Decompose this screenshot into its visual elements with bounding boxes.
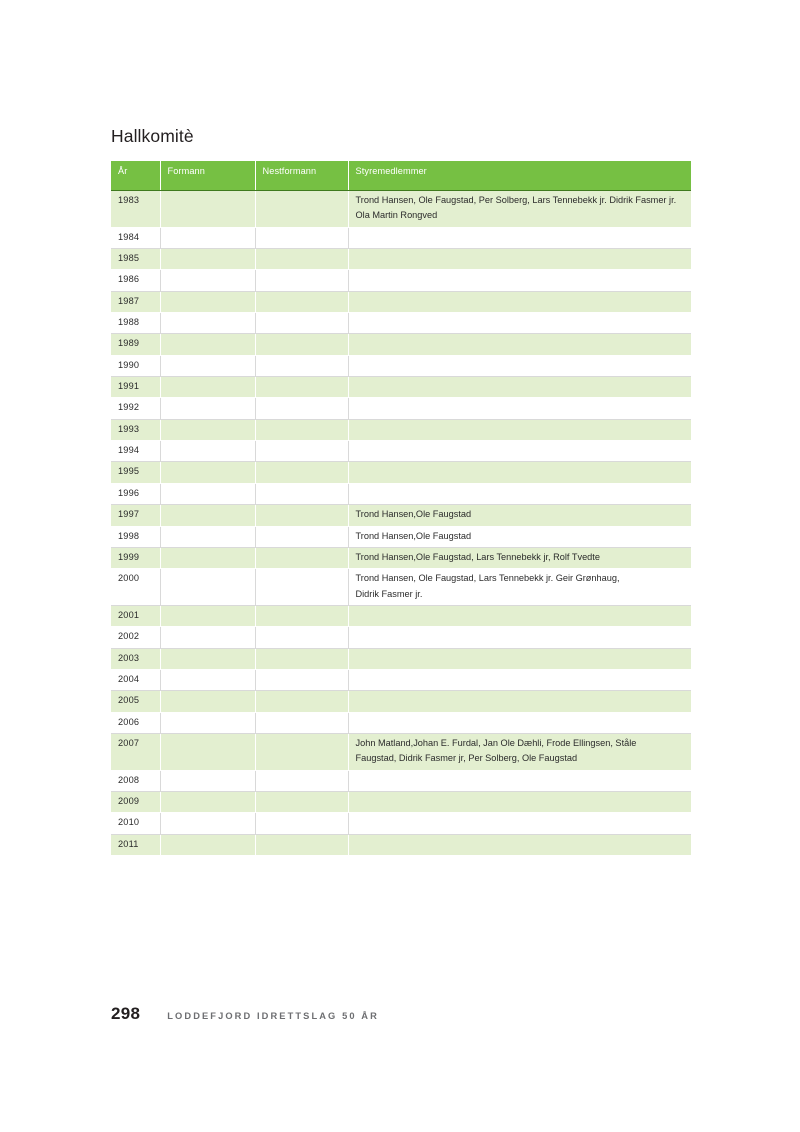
cell-text-line: Trond Hansen,Ole Faugstad [355, 530, 472, 541]
cell-year: 1995 [111, 462, 160, 483]
cell-year: 1990 [111, 355, 160, 376]
cell-year: 2002 [111, 627, 160, 648]
cell-year: 1997 [111, 505, 160, 526]
cell-chair [160, 813, 255, 834]
table-row [111, 569, 691, 606]
cell-chair [160, 334, 255, 355]
cell-text-line: Faugstad, Didrik Fasmer jr, Per Solberg, Ole Faugstad [355, 753, 578, 764]
cell-year: 1996 [111, 483, 160, 504]
cell-board-members [348, 547, 691, 568]
cell-chair [160, 791, 255, 812]
cell-text-line: Trond Hansen,Ole Faugstad, Lars Tennebekk jr, Rolf Tvedte [355, 551, 600, 562]
cell-chair [160, 569, 255, 606]
column-header-year: År [111, 161, 160, 191]
committee-table [111, 161, 691, 856]
cell-vice [255, 249, 348, 270]
cell-board-members [348, 441, 691, 462]
cell-year: 1998 [111, 526, 160, 547]
cell-year: 1983 [111, 191, 160, 228]
cell-chair [160, 419, 255, 440]
cell-board-members [348, 419, 691, 440]
cell-year: 2007 [111, 733, 160, 770]
cell-vice [255, 712, 348, 733]
cell-vice [255, 334, 348, 355]
cell-chair [160, 526, 255, 547]
cell-vice [255, 505, 348, 526]
cell-vice [255, 313, 348, 334]
cell-year: 2004 [111, 669, 160, 690]
cell-vice [255, 270, 348, 291]
column-header-board: Styremedlemmer [348, 161, 691, 191]
cell-chair [160, 191, 255, 228]
cell-vice [255, 441, 348, 462]
cell-board-members [348, 733, 691, 770]
cell-year: 1992 [111, 398, 160, 419]
table-row [111, 313, 691, 334]
cell-vice [255, 569, 348, 606]
cell-board-members [348, 669, 691, 690]
table-row [111, 419, 691, 440]
cell-vice [255, 355, 348, 376]
cell-chair [160, 712, 255, 733]
cell-board-members [348, 834, 691, 855]
cell-text-line: Trond Hansen, Ole Faugstad, Lars Tennebekk jr. Geir Grønhaug, [355, 573, 620, 584]
table-row [111, 462, 691, 483]
cell-board-members [348, 813, 691, 834]
cell-vice [255, 669, 348, 690]
cell-year: 1989 [111, 334, 160, 355]
cell-vice [255, 483, 348, 504]
cell-board-members [348, 526, 691, 547]
cell-board-members [348, 270, 691, 291]
table-header [111, 161, 691, 191]
table-row [111, 712, 691, 733]
table-row [111, 227, 691, 248]
cell-text-line: Trond Hansen,Ole Faugstad [355, 509, 472, 520]
cell-vice [255, 834, 348, 855]
cell-vice [255, 605, 348, 626]
cell-chair [160, 627, 255, 648]
cell-vice [255, 691, 348, 712]
cell-board-members [348, 377, 691, 398]
table-row [111, 355, 691, 376]
cell-vice [255, 398, 348, 419]
cell-board-members [348, 770, 691, 791]
table-row [111, 398, 691, 419]
cell-vice [255, 191, 348, 228]
committee-table-container [111, 161, 691, 856]
cell-chair [160, 834, 255, 855]
table-row [111, 627, 691, 648]
column-header-chair: Formann [160, 161, 255, 191]
cell-vice [255, 791, 348, 812]
table-row [111, 791, 691, 812]
cell-board-members [348, 605, 691, 626]
cell-text-line: Trond Hansen, Ole Faugstad, Per Solberg, Lars Tennebekk jr. Didrik Fasmer jr. [355, 195, 677, 205]
cell-board-members [348, 291, 691, 312]
cell-year: 1993 [111, 419, 160, 440]
cell-year: 1994 [111, 441, 160, 462]
cell-board-members [348, 398, 691, 419]
cell-chair [160, 227, 255, 248]
table-row [111, 648, 691, 669]
cell-chair [160, 249, 255, 270]
cell-chair [160, 733, 255, 770]
table-row [111, 191, 691, 228]
cell-year: 2000 [111, 569, 160, 606]
cell-chair [160, 313, 255, 334]
cell-chair [160, 483, 255, 504]
cell-chair [160, 505, 255, 526]
cell-text-line: Didrik Fasmer jr. [355, 588, 423, 599]
cell-board-members [348, 483, 691, 504]
cell-year: 2010 [111, 813, 160, 834]
table-row [111, 441, 691, 462]
cell-year: 1985 [111, 249, 160, 270]
cell-vice [255, 227, 348, 248]
cell-year: 2001 [111, 605, 160, 626]
page-footer [111, 1004, 379, 1024]
cell-board-members [348, 462, 691, 483]
table-row [111, 733, 691, 770]
cell-year: 1987 [111, 291, 160, 312]
cell-board-members [348, 505, 691, 526]
cell-year: 2011 [111, 834, 160, 855]
cell-year: 2006 [111, 712, 160, 733]
cell-board-members [348, 355, 691, 376]
cell-vice [255, 419, 348, 440]
cell-vice [255, 813, 348, 834]
cell-vice [255, 733, 348, 770]
cell-board-members [348, 648, 691, 669]
cell-year: 1988 [111, 313, 160, 334]
cell-chair [160, 605, 255, 626]
cell-vice [255, 648, 348, 669]
cell-year: 1984 [111, 227, 160, 248]
cell-chair [160, 770, 255, 791]
footer-page-number: 298 [111, 1004, 141, 1023]
cell-chair [160, 291, 255, 312]
cell-chair [160, 648, 255, 669]
cell-vice [255, 377, 348, 398]
cell-board-members [348, 191, 691, 228]
cell-chair [160, 669, 255, 690]
cell-vice [255, 462, 348, 483]
cell-chair [160, 270, 255, 291]
cell-chair [160, 355, 255, 376]
table-row [111, 691, 691, 712]
footer-caption: LODDEFJORD IDRETTSLAG 50 ÅR [167, 1011, 379, 1021]
table-row [111, 334, 691, 355]
cell-board-members [348, 627, 691, 648]
cell-vice [255, 627, 348, 648]
cell-board-members [348, 791, 691, 812]
table-row [111, 291, 691, 312]
cell-year: 2008 [111, 770, 160, 791]
cell-text-line: John Matland,Johan E. Furdal, Jan Ole Dæhli, Frode Ellingsen, Ståle [355, 737, 637, 748]
cell-year: 1991 [111, 377, 160, 398]
table-row [111, 813, 691, 834]
cell-board-members [348, 313, 691, 334]
cell-board-members [348, 249, 691, 270]
table-row [111, 669, 691, 690]
table-row [111, 483, 691, 504]
table-row [111, 377, 691, 398]
cell-year: 1986 [111, 270, 160, 291]
table-row [111, 605, 691, 626]
cell-year: 2009 [111, 791, 160, 812]
cell-vice [255, 291, 348, 312]
table-row [111, 505, 691, 526]
table-row [111, 547, 691, 568]
table-row [111, 270, 691, 291]
cell-year: 2005 [111, 691, 160, 712]
cell-chair [160, 547, 255, 568]
table-row [111, 249, 691, 270]
cell-vice [255, 526, 348, 547]
cell-chair [160, 398, 255, 419]
cell-chair [160, 377, 255, 398]
cell-chair [160, 691, 255, 712]
cell-vice [255, 547, 348, 568]
cell-vice [255, 770, 348, 791]
table-row [111, 834, 691, 855]
cell-board-members [348, 334, 691, 355]
cell-year: 1999 [111, 547, 160, 568]
cell-board-members [348, 569, 691, 606]
cell-text-line: Ola Martin Rongved [355, 210, 438, 221]
cell-board-members [348, 227, 691, 248]
table-header-row [111, 161, 691, 191]
cell-board-members [348, 691, 691, 712]
table-row [111, 770, 691, 791]
table-body [111, 191, 691, 856]
table-row [111, 526, 691, 547]
page-title: Hallkomitè [111, 126, 194, 146]
cell-board-members [348, 712, 691, 733]
cell-year: 2003 [111, 648, 160, 669]
cell-chair [160, 462, 255, 483]
cell-chair [160, 441, 255, 462]
column-header-vice: Nestformann [255, 161, 348, 191]
